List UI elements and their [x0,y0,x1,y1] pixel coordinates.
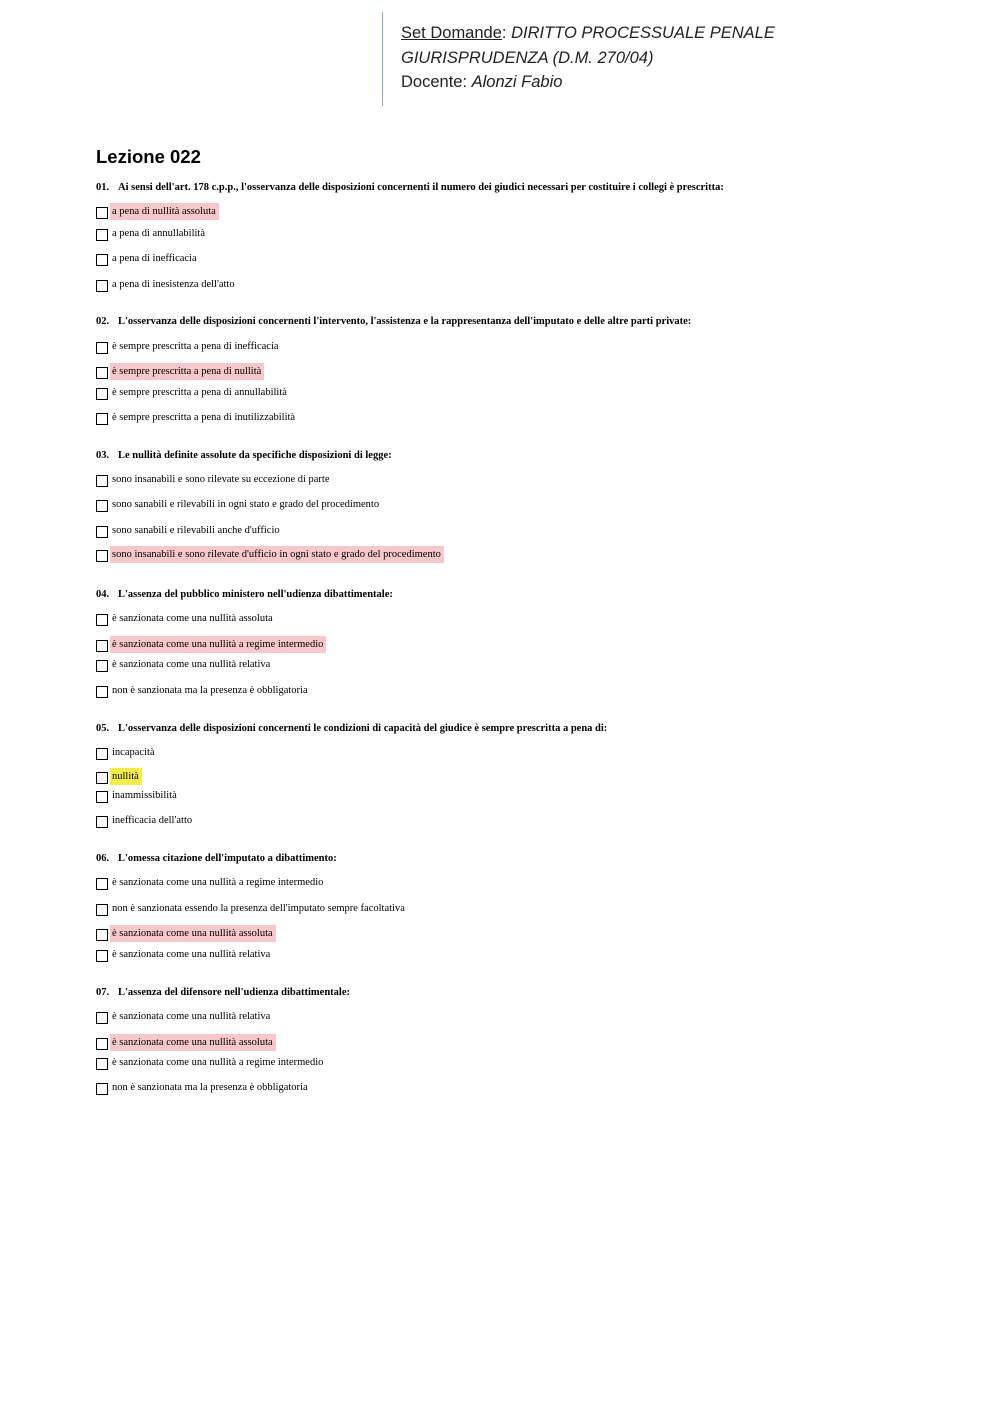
question-text [96,588,916,602]
answer-text: incapacità [112,747,155,758]
question-05 [96,722,916,826]
question-number: 04. [96,589,110,600]
answer-text: è sanzionata come una nullità a regime intermedio [110,636,326,653]
answer-text: è sanzionata come una nullità relativa [112,659,271,670]
question-body: L'assenza del difensore nell'udienza dibattimentale: [118,987,350,998]
subject-line-1: DIRITTO PROCESSUALE PENALE [511,24,775,42]
question-body: L'assenza del pubblico ministero nell'udienza dibattimentale: [118,589,393,600]
question-text [96,449,916,463]
answer-checkbox[interactable] [96,500,108,512]
answer-text: sono insanabili e sono rilevate su eccezione di parte [112,474,330,485]
question-number: 07. [96,987,110,998]
question-text [96,986,916,1000]
teacher-name: Alonzi Fabio [471,73,563,91]
set-label: Set Domande [401,24,502,42]
question-text [96,722,916,736]
answer-checkbox[interactable] [96,1058,108,1070]
answer-text: è sempre prescritta a pena di nullità [110,363,264,380]
answer-checkbox[interactable] [96,550,108,562]
question-text [96,852,916,866]
answer-text: è sanzionata come una nullità a regime intermedio [112,877,324,888]
answer-checkbox[interactable] [96,229,108,241]
question-body: L'osservanza delle disposizioni concernenti le condizioni di capacità del giudice è sempre prescritta a pena di: [118,723,608,734]
answer-text: è sempre prescritta a pena di inefficacia [112,341,279,352]
answer-text: è sanzionata come una nullità assoluta [110,1034,276,1051]
answer-checkbox[interactable] [96,526,108,538]
answer-checkbox[interactable] [96,367,108,379]
answer-checkbox[interactable] [96,640,108,652]
answer-text: sono sanabili e rilevabili in ogni stato e grado del procedimento [112,499,380,510]
answer-checkbox[interactable] [96,388,108,400]
answer-text: a pena di inefficacia [112,253,197,264]
question-06 [96,852,916,960]
answer-checkbox[interactable] [96,686,108,698]
teacher-label: Docente: [401,73,468,91]
document-header [382,12,822,106]
answer-text: a pena di nullità assoluta [110,203,219,220]
answer-text: a pena di inesistenza dell'atto [112,279,235,290]
answer-checkbox[interactable] [96,614,108,626]
answer-checkbox[interactable] [96,1012,108,1024]
answer-text: è sanzionata come una nullità relativa [112,1011,271,1022]
question-01 [96,181,916,290]
question-body: Le nullità definite assolute da specifiche disposizioni di legge: [118,450,392,461]
answer-checkbox[interactable] [96,791,108,803]
answer-checkbox[interactable] [96,748,108,760]
question-text [96,181,916,195]
answer-text: inefficacia dell'atto [112,815,193,826]
header-line-3 [401,70,822,95]
question-07 [96,986,916,1093]
answer-text: è sanzionata come una nullità assoluta [112,613,273,624]
question-body: L'omessa citazione dell'imputato a dibattimento: [118,853,337,864]
answer-text: è sempre prescritta a pena di annullabilità [112,387,287,398]
answer-text: non è sanzionata ma la presenza è obbligatoria [112,685,308,696]
question-body: L'osservanza delle disposizioni concernenti l'intervento, l'assistenza e la rappresentanza dell'imputato e delle altre parti private: [118,316,692,327]
answer-text: è sanzionata come una nullità relativa [112,949,271,960]
answer-text: è sanzionata come una nullità a regime intermedio [112,1057,324,1068]
question-04 [96,588,916,696]
answer-text: sono insanabili e sono rilevate d'ufficio in ogni stato e grado del procedimento [110,546,444,563]
answer-checkbox[interactable] [96,904,108,916]
answer-checkbox[interactable] [96,878,108,890]
question-text [96,315,916,329]
question-number: 06. [96,853,110,864]
answer-text: non è sanzionata essendo la presenza dell'imputato sempre facoltativa [112,903,405,914]
answer-text: a pena di annullabilità [112,228,206,239]
question-number: 03. [96,450,110,461]
answer-checkbox[interactable] [96,660,108,672]
answer-checkbox[interactable] [96,207,108,219]
answer-text: nullità [110,768,142,785]
answer-checkbox[interactable] [96,413,108,425]
answer-checkbox[interactable] [96,280,108,292]
answer-checkbox[interactable] [96,1038,108,1050]
answer-text: è sempre prescritta a pena di inutilizzabilità [112,412,296,423]
answer-checkbox[interactable] [96,1083,108,1095]
question-number: 01. [96,182,110,193]
answer-checkbox[interactable] [96,772,108,784]
question-02 [96,315,916,423]
lesson-title: Lezione 022 [96,146,201,167]
subject-line-2: GIURISPRUDENZA (D.M. 270/04) [401,48,654,67]
question-number: 02. [96,316,110,327]
answer-text: sono sanabili e rilevabili anche d'ufficio [112,525,280,536]
question-body: Ai sensi dell'art. 178 c.p.p., l'osservanza delle disposizioni concernenti il numero dei giudici necessari per costituire i collegi è prescritta: [118,182,724,193]
answer-checkbox[interactable] [96,950,108,962]
answer-checkbox[interactable] [96,342,108,354]
answer-checkbox[interactable] [96,929,108,941]
question-number: 05. [96,723,110,734]
question-03 [96,449,916,560]
answer-text: non è sanzionata ma la presenza è obbligatoria [112,1082,308,1093]
answer-text: è sanzionata come una nullità assoluta [110,925,276,942]
answer-checkbox[interactable] [96,816,108,828]
header-line-1: Set Domande: DIRITTO PROCESSUALE PENALE [401,24,775,42]
answer-text: inammissibilità [112,790,177,801]
answer-checkbox[interactable] [96,254,108,266]
answer-checkbox[interactable] [96,475,108,487]
